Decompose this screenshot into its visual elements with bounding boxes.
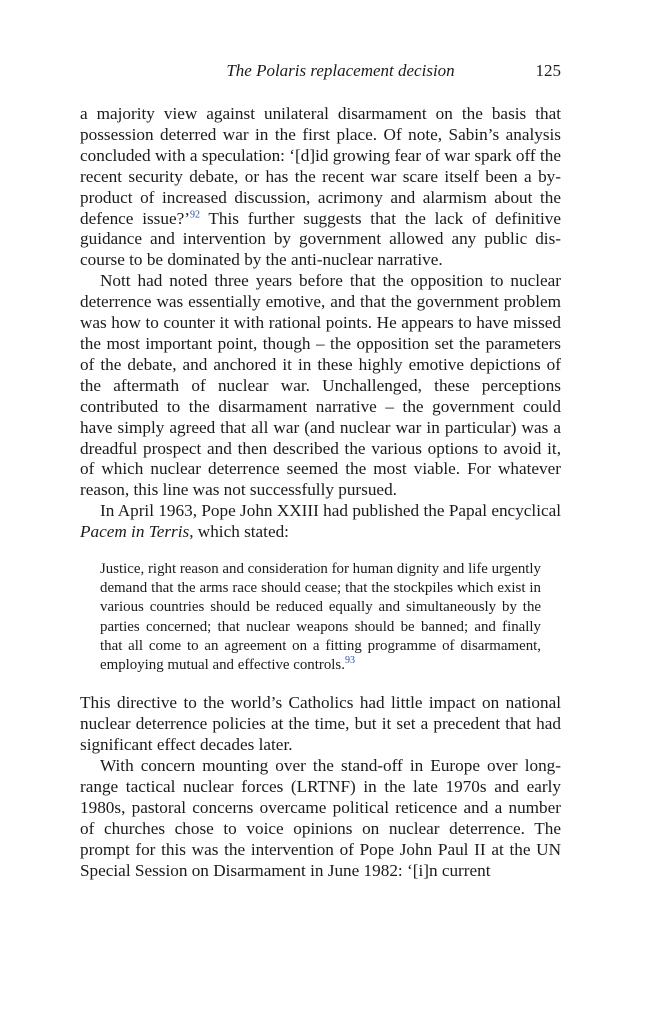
- block-quote: [100, 560, 541, 675]
- paragraph-continuation: [80, 104, 561, 271]
- book-page: [80, 58, 561, 881]
- page-number: 125: [535, 61, 561, 80]
- paragraph-pope-john-xxiii: [80, 501, 561, 543]
- body-text: [80, 104, 561, 881]
- paragraph-text: a majority view against unilateral disarmament on the basis that possession deterred war in the first place. Of note, Sabin’s analysis concluded with a speculation: ‘[d]id growing fear of war spark off the recent security debate, or has the recent war scare itself been a by-product of increased discussion, acrimony and alarmism about the defence issue?’: [80, 104, 561, 228]
- running-title: The Polaris replacement decision: [226, 61, 455, 80]
- running-head: [80, 58, 561, 84]
- paragraph-text: In April 1963, Pope John XXIII had published the Papal encyclical: [100, 501, 561, 521]
- footnote-reference-93[interactable]: 93: [344, 655, 355, 667]
- encyclical-title: Pacem in Terris: [80, 522, 190, 542]
- paragraph-text: , which stated:: [189, 522, 289, 542]
- footnote-reference-92[interactable]: 92: [189, 208, 200, 220]
- paragraph-directive: This directive to the world’s Catholics had little impact on national nuclear deterrence policies at the time, but it set a precedent that had significant effect decades later.: [80, 693, 561, 755]
- paragraph-churches: With concern mounting over the stand-off in Europe over long-range tactical nuclear forces (LRTNF) in the late 1970s and early 1980s, pastoral concerns overcame political reticence and a number of churches chose to voice opinions on nuclear deterrence. The prompt for this was the intervention of Pope John Paul II at the UN Special Session on Disarmament in June 1982: ‘[i]n current: [80, 755, 561, 880]
- paragraph-text: This further suggests that the lack of definitive guidance and intervention by government allowed any public discourse to be dominated by the anti-nuclear narrative.: [80, 208, 561, 270]
- paragraph-nott: Nott had noted three years before that the opposition to nuclear deterrence was essentially emotive, and that the government problem was how to counter it with rational points. He appears to have missed the most important point, though – the opposition set the parameters of the debate, and anchored it in these highly emotive depictions of the aftermath of nuclear war. Unchallenged, these perceptions contributed to the disarmament narrative – the government could have simply agreed that all war (and nuclear war in particular) was a dreadful prospect and then described the various options to avoid it, of which nuclear deterrence seemed the most viable. For whatever reason, this line was not successfully pursued.: [80, 271, 561, 500]
- quote-text: Justice, right reason and consideration for human dignity and life urgently demand that the arms race should cease; that the stockpiles which exist in various countries should be reduced equally and simultaneously by the parties concerned; that nuclear weapons should be banned; and finally that all come to an agreement on a fitting programme of disarmament, employing mutual and effective controls.: [100, 561, 541, 674]
